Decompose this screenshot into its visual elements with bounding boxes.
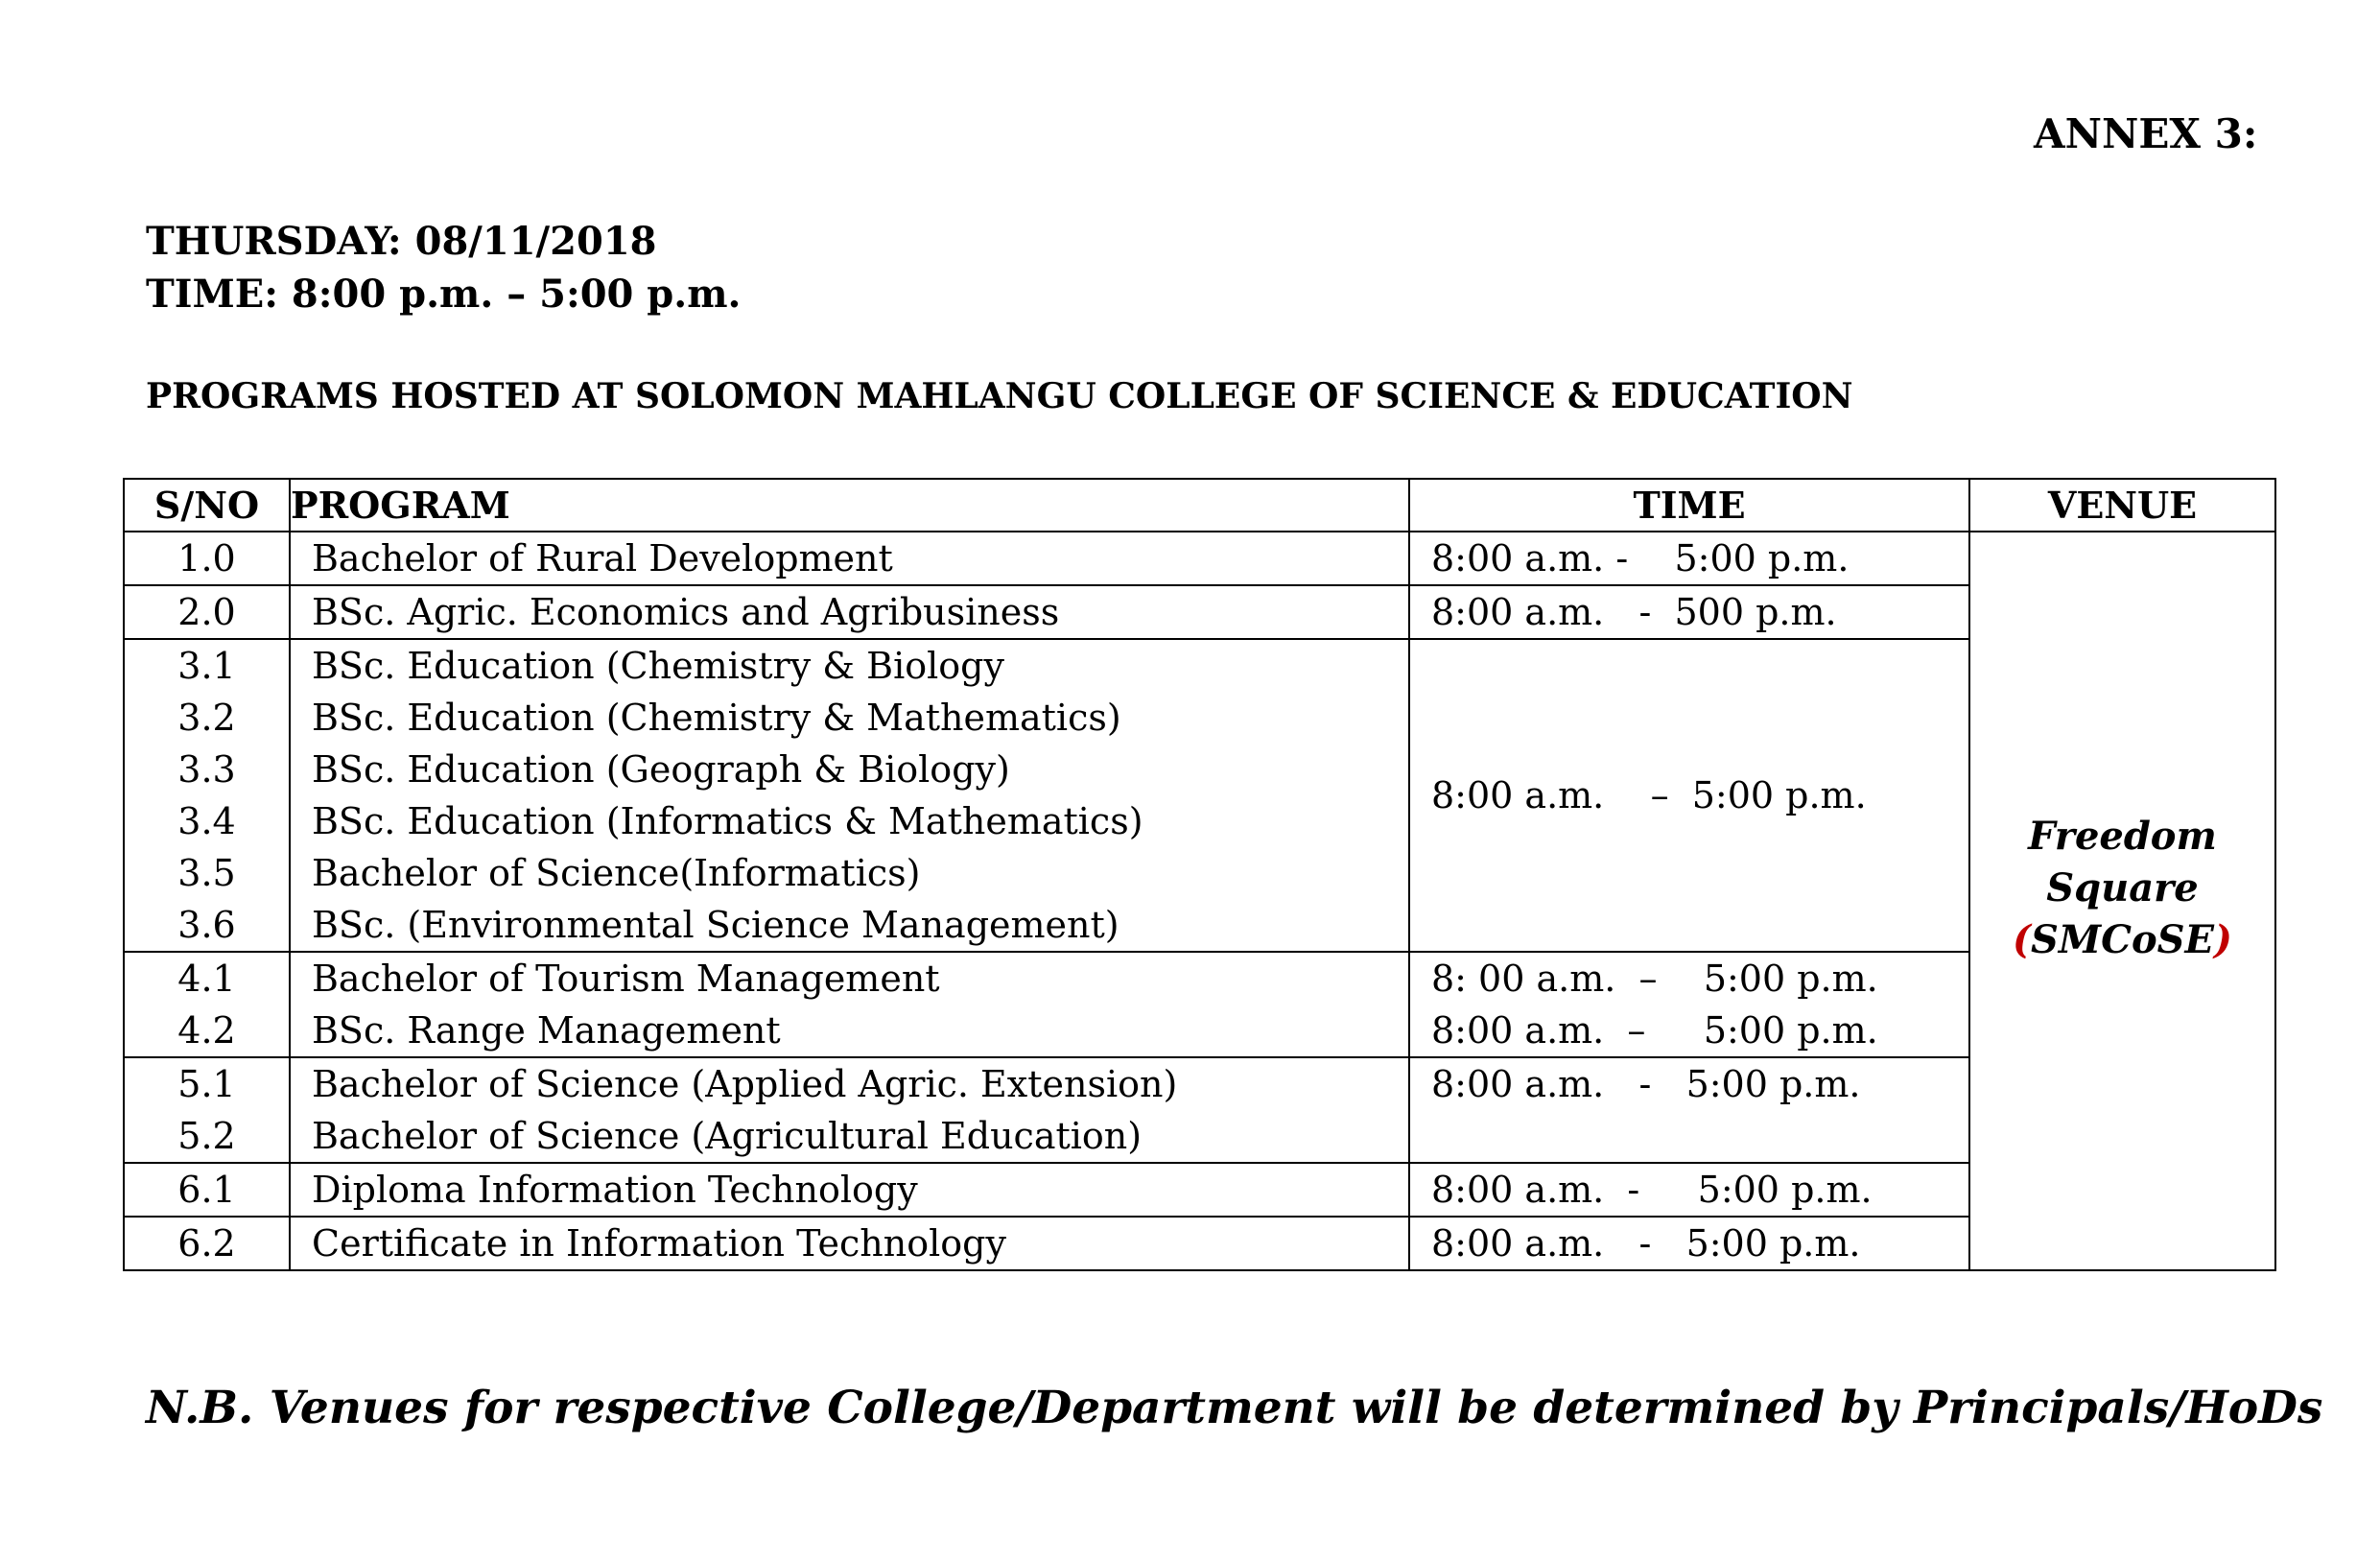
program-cell [290, 1057, 1409, 1163]
program-cell [290, 952, 1409, 1057]
time-cell [1409, 952, 1969, 1057]
time-value: 8:00 a.m. – 5:00 p.m. [1431, 1009, 1878, 1052]
table-row [124, 952, 2275, 1057]
sno-value: 6.2 [177, 1222, 236, 1265]
program-name: BSc. Range Management [312, 1009, 781, 1052]
program-name: BSc. Education (Informatics & Mathematics) [312, 800, 1143, 842]
venue-code-text: SMCoSE [2030, 917, 2215, 962]
program-name: Bachelor of Tourism Management [312, 958, 940, 1000]
time-cell [1409, 1217, 1969, 1270]
time-value: 8:00 a.m. - 500 p.m. [1431, 591, 1837, 633]
sno-value: 3.6 [177, 904, 236, 946]
sno-cell [124, 532, 290, 585]
sno-value: 6.1 [177, 1169, 236, 1211]
time-value: 8: 00 a.m. – 5:00 p.m. [1431, 958, 1878, 1000]
time-value: 8:00 a.m. - 5:00 p.m. [1431, 537, 1850, 579]
sno-value: 4.2 [177, 1009, 236, 1052]
time-cell [1409, 1163, 1969, 1217]
program-name: Bachelor of Science (Applied Agric. Extension) [312, 1063, 1178, 1105]
time-cell [1409, 585, 1969, 639]
annex-label: ANNEX 3: [2034, 110, 2258, 157]
header-program: PROGRAM [290, 479, 1409, 532]
program-name: BSc. (Environmental Science Management) [312, 904, 1119, 946]
time-line: TIME: 8:00 p.m. – 5:00 p.m. [146, 272, 742, 317]
table-row [124, 1057, 2275, 1163]
venue-line-2: Square [2046, 865, 2199, 911]
table-row [124, 639, 2275, 952]
sno-value: 1.0 [177, 537, 236, 579]
sno-cell [124, 952, 290, 1057]
program-name: BSc. Education (Geograph & Biology) [312, 748, 1010, 791]
time-value: 8:00 a.m. – 5:00 p.m. [1431, 774, 1867, 816]
table-header-row [124, 479, 2275, 532]
sno-value: 3.3 [177, 748, 236, 791]
footnote: N.B. Venues for respective College/Department will be determined by Principals/HoDs [146, 1382, 2323, 1434]
time-cell [1409, 532, 1969, 585]
header-time: TIME [1409, 479, 1969, 532]
venue-line-1: Freedom [2028, 814, 2217, 859]
sno-value: 2.0 [177, 591, 236, 633]
header-venue: VENUE [1969, 479, 2275, 532]
sno-value: 3.1 [177, 645, 236, 687]
venue-cell [1969, 532, 2275, 1270]
sno-cell [124, 1217, 290, 1270]
time-value: 8:00 a.m. - 5:00 p.m. [1431, 1169, 1873, 1211]
schedule-table [123, 478, 2276, 1271]
sno-value: 3.2 [177, 697, 236, 739]
program-cell [290, 585, 1409, 639]
program-cell [290, 532, 1409, 585]
venue-paren-close: ) [2214, 917, 2232, 962]
program-name: Bachelor of Science(Informatics) [312, 852, 921, 894]
header-sno: S/NO [124, 479, 290, 532]
venue-paren-open: ( [2013, 917, 2031, 962]
sno-value: 4.1 [177, 958, 236, 1000]
program-name: BSc. Agric. Economics and Agribusiness [312, 591, 1060, 633]
sno-cell [124, 1057, 290, 1163]
table-row [124, 585, 2275, 639]
time-cell [1409, 1057, 1969, 1163]
program-cell [290, 1217, 1409, 1270]
table-row [124, 1217, 2275, 1270]
sno-value: 3.5 [177, 852, 236, 894]
time-cell [1409, 639, 1969, 952]
table-row [124, 532, 2275, 585]
sno-cell [124, 639, 290, 952]
date-line: THURSDAY: 08/11/2018 [146, 219, 657, 264]
sno-value: 5.2 [177, 1115, 236, 1157]
program-name: Bachelor of Rural Development [312, 537, 893, 579]
program-name: Diploma Information Technology [312, 1169, 918, 1211]
sno-cell [124, 585, 290, 639]
program-name: Certificate in Information Technology [312, 1222, 1006, 1265]
time-value: 8:00 a.m. - 5:00 p.m. [1431, 1222, 1861, 1265]
venue-code [1970, 914, 2274, 966]
table-row [124, 1163, 2275, 1217]
sno-value: 5.1 [177, 1063, 236, 1105]
section-heading: PROGRAMS HOSTED AT SOLOMON MAHLANGU COLLEGE OF SCIENCE & EDUCATION [146, 376, 1853, 416]
time-value: 8:00 a.m. - 5:00 p.m. [1431, 1063, 1861, 1105]
program-name: Bachelor of Science (Agricultural Education) [312, 1115, 1143, 1157]
program-name: BSc. Education (Chemistry & Biology [312, 645, 1004, 687]
program-cell [290, 1163, 1409, 1217]
program-cell [290, 639, 1409, 952]
sno-value: 3.4 [177, 800, 236, 842]
program-name: BSc. Education (Chemistry & Mathematics) [312, 697, 1121, 739]
sno-cell [124, 1163, 290, 1217]
